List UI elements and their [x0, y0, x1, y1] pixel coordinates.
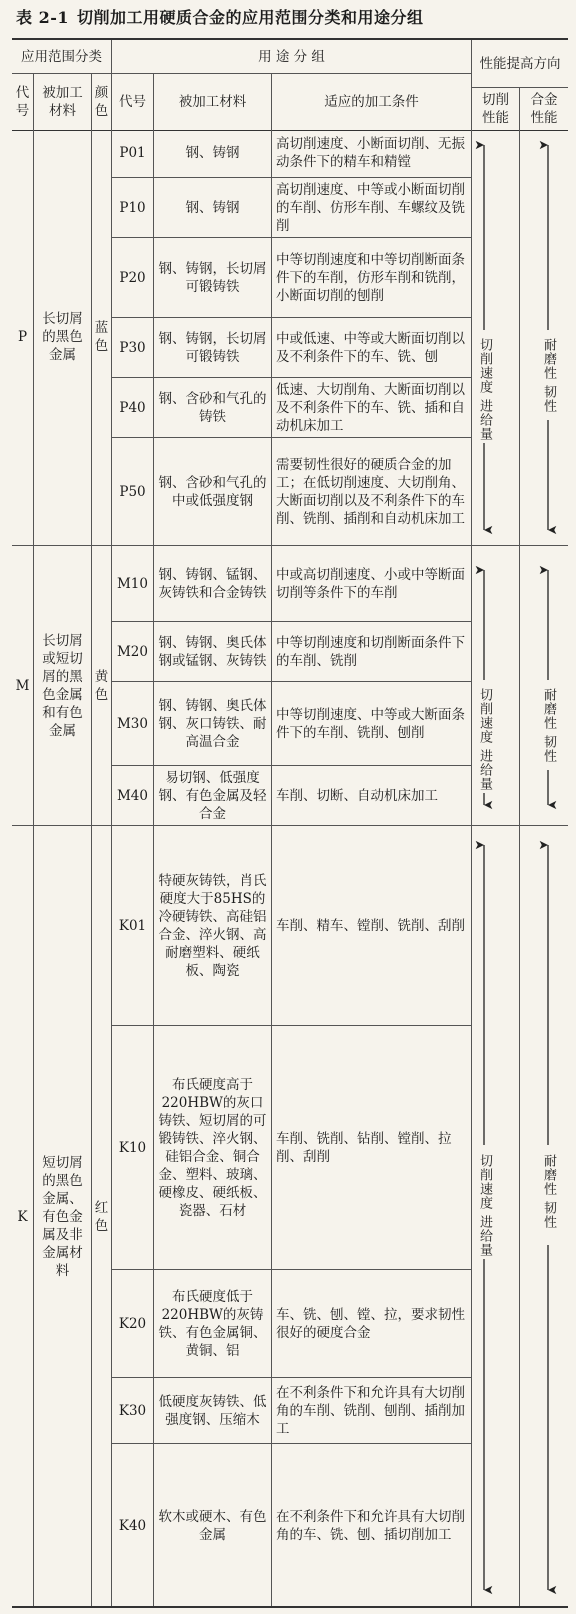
header-color: 颜色: [92, 74, 112, 130]
row-material: 特硬灰铸铁，肖氏硬度大于85HS的冷硬铸铁、高硅铝合金、淬火钢、高耐磨塑料、硬纸板、陶瓷: [154, 826, 272, 1026]
label-alloy-k: 耐磨性 韧性: [541, 1154, 556, 1230]
row-material: 钢、含砂和气孔的铸铁: [154, 378, 272, 438]
group-color-k: 红色: [92, 826, 112, 1608]
label-cutting-p: 切削速度 进给量: [477, 338, 492, 442]
row-code: P01: [112, 128, 154, 178]
row-code: M30: [112, 682, 154, 766]
row-code: P20: [112, 238, 154, 318]
row-condition: 需要韧性很好的硬质合金的加工；在低切削速度、大切削角、大断面切削以及不利条件下的车削、铣削、插削和自动机床加工: [272, 438, 472, 546]
row-material: 钢、铸钢，长切屑可锻铸铁: [154, 238, 272, 318]
group-code-m: M: [12, 546, 34, 826]
row-material: 钢、铸钢: [154, 128, 272, 178]
row-code: K40: [112, 1444, 154, 1608]
group-code-k: K: [12, 826, 34, 1608]
row-condition: 在不利条件下和允许具有大切削角的车、铣、刨、插切削加工: [272, 1444, 472, 1608]
group-code-p: P: [12, 128, 34, 546]
row-condition: 在不利条件下和允许具有大切削角的车削、铣削、刨削、插削加工: [272, 1378, 472, 1444]
row-condition: 车削、切断、自动机床加工: [272, 766, 472, 826]
row-condition: 中等切削速度和切削断面条件下的车削、铣削: [272, 622, 472, 682]
row-material: 钢、铸钢、锰钢、灰铸铁和合金铸铁: [154, 546, 272, 622]
row-condition: 车削、铣削、钻削、镗削、拉削、刮削: [272, 1026, 472, 1270]
row-condition: 低速、大切削角、大断面切削以及不利条件下的车、铣、插和自动机床加工: [272, 378, 472, 438]
row-condition: 车削、精车、镗削、铣削、刮削: [272, 826, 472, 1026]
table-title: 切削加工用硬质合金的应用范围分类和用途分组: [76, 8, 424, 27]
row-code: K10: [112, 1026, 154, 1270]
header-alloy: 合金性能: [530, 92, 558, 126]
row-code: P40: [112, 378, 154, 438]
table-number: 表 2-1: [16, 8, 69, 27]
row-material: 钢、铸钢，长切屑可锻铸铁: [154, 318, 272, 378]
row-material: 布氏硬度高于220HBW的灰口铸铁、短切屑的可锻铸铁、淬火钢、硅铝合金、铜合金、塑料、玻璃、硬橡皮、硬纸板、瓷器、石材: [154, 1026, 272, 1270]
header-scope: 应用范围分类: [12, 40, 112, 74]
row-code: P10: [112, 178, 154, 238]
header-usage: 用 途 分 组: [112, 40, 472, 74]
group-material-m: 长切屑或短切屑的黑色金属和有色金属: [34, 546, 92, 826]
label-alloy-p: 耐磨性 韧性: [541, 338, 556, 414]
header-condition: 适应的加工条件: [272, 74, 472, 130]
row-code: K20: [112, 1270, 154, 1378]
group-material-k: 短切屑的黑色金属、有色金属及非金属材料: [34, 826, 92, 1608]
row-code: M40: [112, 766, 154, 826]
row-condition: 高切削速度、小断面切削、无振动条件下的精车和精镗: [272, 128, 472, 178]
row-condition: 中或高切削速度、小或中等断面切削等条件下的车削: [272, 546, 472, 622]
row-material: 软木或硬木、有色金属: [154, 1444, 272, 1608]
row-condition: 中等切削速度、中等或大断面条件下的车削、铣削、刨削: [272, 682, 472, 766]
row-material: 低硬度灰铸铁、低强度钢、压缩木: [154, 1378, 272, 1444]
row-code: K01: [112, 826, 154, 1026]
group-color-p: 蓝色: [92, 128, 112, 546]
row-code: K30: [112, 1378, 154, 1444]
header-direction: 性能提高方向: [472, 40, 568, 88]
row-condition: 中或低速、中等或大断面切削以及不利条件下的车、铣、刨: [272, 318, 472, 378]
row-condition: 中等切削速度和中等切削断面条件下的车削，仿形车削和铣削，小断面切削的刨削: [272, 238, 472, 318]
header-material: 被加工材料: [34, 74, 92, 130]
row-material: 易切钢、低强度钢、有色金属及轻合金: [154, 766, 272, 826]
header-cutting: 切削性能: [472, 88, 520, 130]
row-material: 钢、含砂和气孔的中或低强度钢: [154, 438, 272, 546]
header-code: 代号: [12, 74, 34, 130]
header-sub-material: 被加工材料: [154, 74, 272, 130]
group-material-p: 长切屑的黑色金属: [34, 128, 92, 546]
label-alloy-m: 耐磨性 韧性: [541, 688, 556, 764]
label-cutting-m: 切削速度 进给量: [477, 688, 492, 792]
group-color-m: 黄色: [92, 546, 112, 826]
row-material: 钢、铸钢: [154, 178, 272, 238]
header-sub-code: 代号: [112, 74, 154, 130]
row-code: P50: [112, 438, 154, 546]
row-code: M10: [112, 546, 154, 622]
row-code: M20: [112, 622, 154, 682]
row-material: 布氏硬度低于220HBW的灰铸铁、有色金属铜、黄铜、铝: [154, 1270, 272, 1378]
label-cutting-k: 切削速度 进给量: [477, 1154, 492, 1258]
row-code: P30: [112, 318, 154, 378]
row-material: 钢、铸钢、奥氏体钢、灰口铸铁、耐高温合金: [154, 682, 272, 766]
row-material: 钢、铸钢、奥氏体钢或锰钢、灰铸铁: [154, 622, 272, 682]
table-bottom-rule: [12, 1606, 568, 1608]
row-condition: 车、铣、刨、镗、拉，要求韧性很好的硬度合金: [272, 1270, 472, 1378]
row-condition: 高切削速度、中等或小断面切削的车削、仿形车削、车螺纹及铣削: [272, 178, 472, 238]
